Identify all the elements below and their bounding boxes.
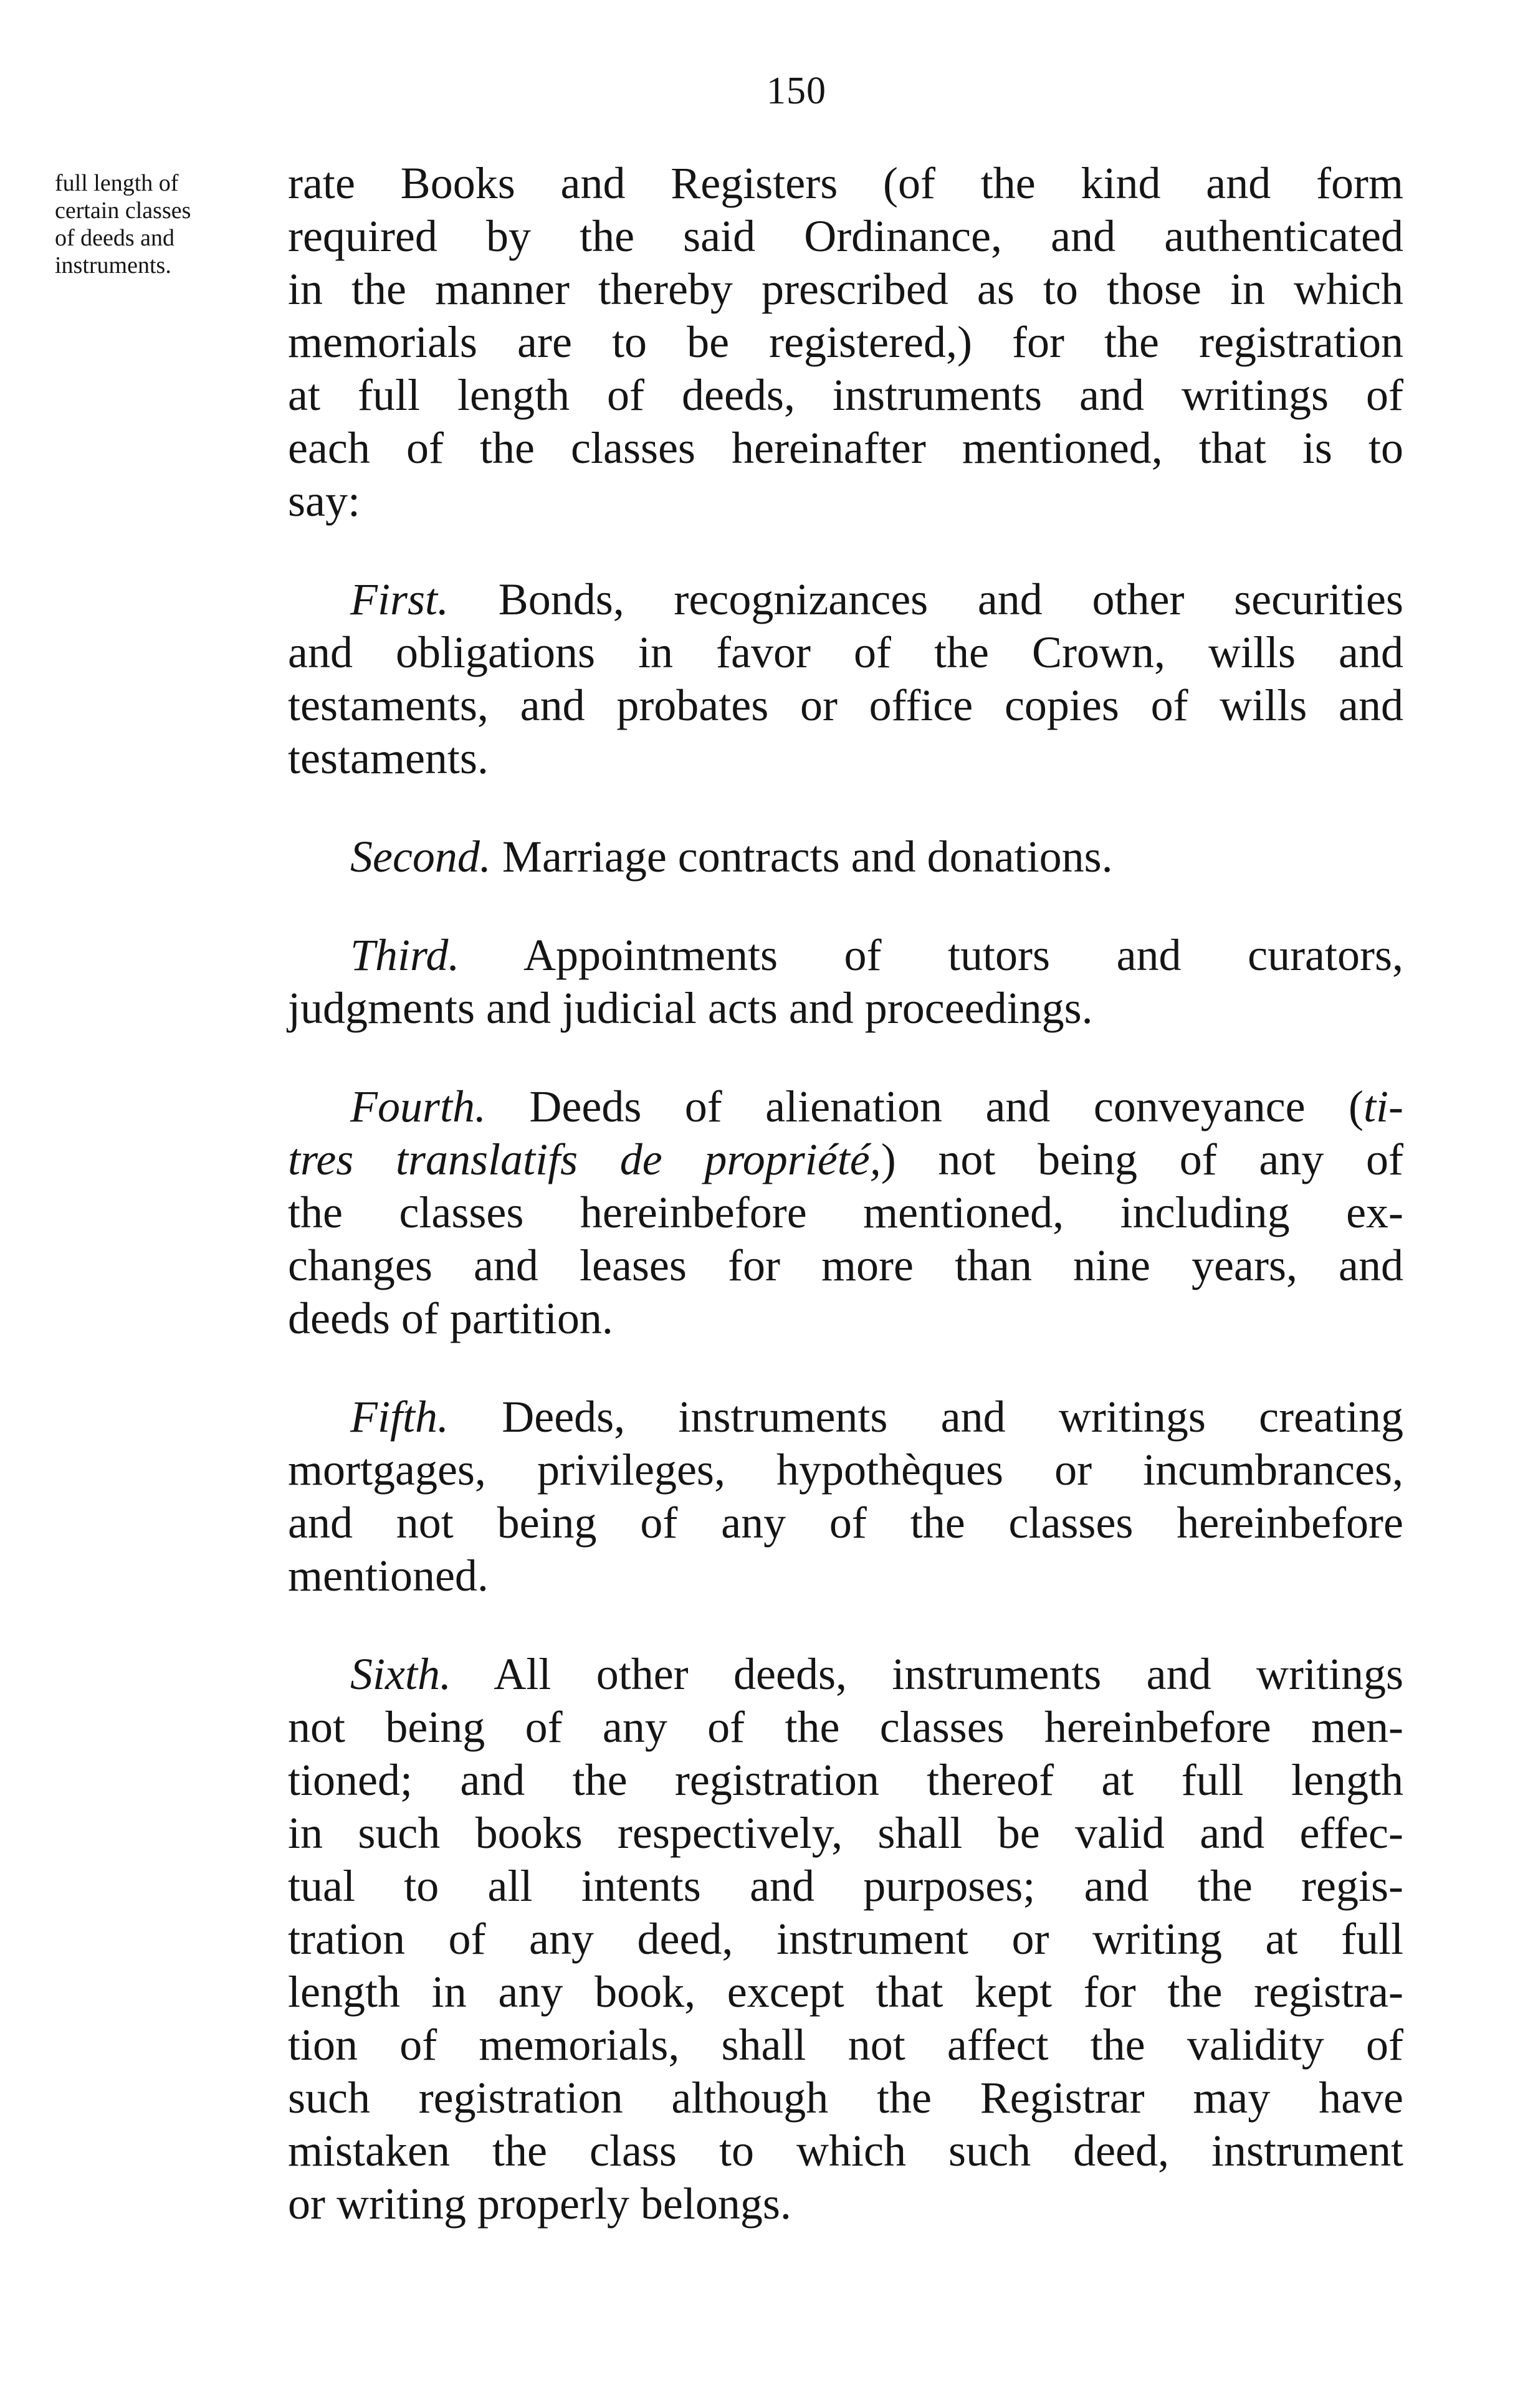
paragraph-first <box>288 573 1403 785</box>
paragraph-lead: First. <box>350 574 449 624</box>
text-run: Deeds, instruments and writings creating <box>449 1392 1403 1442</box>
paragraph-third <box>288 929 1403 1035</box>
text-line: the classes hereinbefore mentioned, including ex- <box>288 1187 1403 1237</box>
text-line: testaments. <box>288 733 489 783</box>
text-run: Appointments of tutors and curators, <box>459 930 1403 980</box>
paragraph-fifth <box>288 1391 1403 1602</box>
text-line: not being of any of the classes hereinbefore men- <box>288 1702 1403 1752</box>
text-line: required by the said Ordinance, and authenticated <box>288 211 1403 261</box>
text-line: changes and leases for more than nine years, and <box>288 1240 1403 1290</box>
text-line <box>288 830 1403 883</box>
margin-note-line: full length of <box>55 170 179 196</box>
paragraph-lead: Fourth. <box>350 1082 487 1131</box>
text-line: testaments, and probates or office copies of wills and <box>288 680 1403 730</box>
text-run: Deeds of alienation and conveyance ( <box>486 1082 1364 1131</box>
text-line: in the manner thereby prescribed as to those in which <box>288 264 1403 314</box>
text-run: ) not being of any of <box>881 1135 1403 1184</box>
text-line <box>288 1080 1403 1133</box>
text-run: Bonds, recognizances and other securities <box>449 574 1403 624</box>
paragraph-lead: Third. <box>350 930 460 980</box>
body-text <box>288 157 1403 2230</box>
margin-note-line: of deeds and <box>55 225 175 251</box>
paragraph-sixth <box>288 1648 1403 2230</box>
text-line: at full length of deeds, instruments and writings of <box>288 370 1403 420</box>
text-line: and obligations in favor of the Crown, wills and <box>288 627 1403 677</box>
text-line: mortgages, privileges, hypothèques or incumbrances, <box>288 1445 1403 1495</box>
text-line <box>288 1133 1403 1186</box>
paragraph-second <box>288 830 1403 883</box>
margin-note <box>55 169 285 279</box>
text-run: All other deeds, instruments and writings <box>451 1649 1403 1699</box>
text-line: mistaken the class to which such deed, instrument <box>288 2126 1403 2176</box>
text-line <box>288 1391 1403 1444</box>
text-line: in such books respectively, shall be valid and effec- <box>288 1808 1403 1858</box>
text-line: such registration although the Registrar may have <box>288 2073 1403 2123</box>
text-line: tration of any deed, instrument or writing at full <box>288 1914 1403 1964</box>
paragraph-lead: Second. <box>350 832 491 882</box>
text-line: memorials are to be registered,) for the registration <box>288 317 1403 367</box>
margin-note-line: instruments. <box>55 252 171 278</box>
text-run-italic: tres translatifs de propriété, <box>288 1135 881 1184</box>
text-line <box>288 1648 1403 1701</box>
text-line: length in any book, except that kept for the registra- <box>288 1967 1403 2017</box>
text-line: and not being of any of the classes hereinbefore <box>288 1498 1403 1548</box>
text-run-italic: ti- <box>1363 1082 1403 1131</box>
text-line: tioned; and the registration thereof at full length <box>288 1755 1403 1805</box>
text-line: tual to all intents and purposes; and the regis- <box>288 1861 1403 1911</box>
paragraph-lead: Sixth. <box>350 1649 451 1699</box>
page-number: 150 <box>766 70 826 112</box>
margin-note-line: certain classes <box>55 197 191 224</box>
text-line: each of the classes hereinafter mentioned, that is to <box>288 423 1403 473</box>
text-line <box>288 929 1403 982</box>
text-line: rate Books and Registers (of the kind and form <box>288 158 1403 208</box>
text-line <box>288 573 1403 626</box>
text-line: tion of memorials, shall not affect the validity of <box>288 2020 1403 2070</box>
paragraph-continuation <box>288 157 1403 528</box>
text-line: mentioned. <box>288 1551 489 1601</box>
paragraph-fourth <box>288 1080 1403 1345</box>
text-run: Marriage contracts and donations. <box>490 832 1113 882</box>
text-line: judgments and judicial acts and proceedings. <box>288 983 1093 1033</box>
paragraph-lead: Fifth. <box>350 1392 449 1442</box>
text-line: or writing properly belongs. <box>288 2179 791 2229</box>
text-line: deeds of partition. <box>288 1293 613 1343</box>
text-line: say: <box>288 476 360 526</box>
